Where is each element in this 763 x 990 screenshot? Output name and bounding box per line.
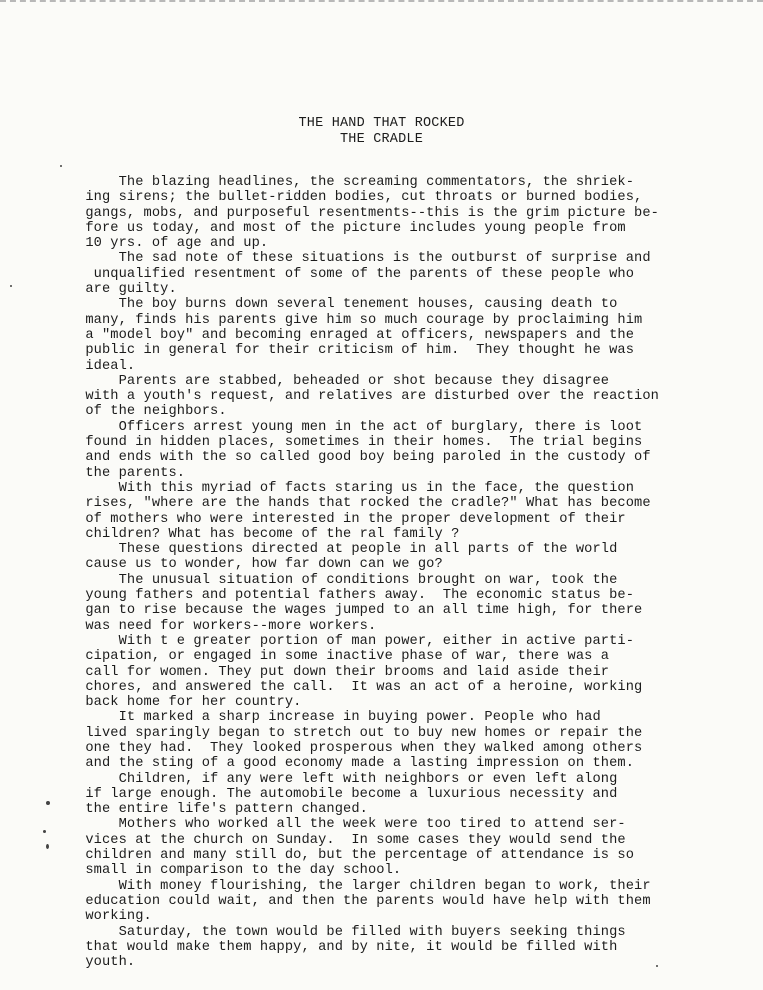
scan-speck — [60, 165, 62, 167]
scan-speck — [43, 830, 46, 833]
body-line: Officers arrest young men in the act of burglary, there is loot — [77, 419, 643, 435]
body-line: the parents. — [77, 465, 186, 481]
body-line: young fathers and potential fathers away. The economic status be- — [77, 588, 635, 604]
body-line: gangs, mobs, and purposeful resentments--this is the grim picture be- — [77, 205, 659, 221]
body-line: These questions directed at people in all parts of the world — [77, 542, 618, 558]
body-line: call for women. They put down their brooms and laid aside their — [77, 664, 610, 680]
body-line: working. — [77, 909, 152, 925]
body-line: With money flourishing, the larger children began to work, their — [77, 878, 651, 894]
body-line: of the neighbors. — [77, 404, 227, 420]
body-line: many, finds his parents give him so much courage by proclaiming him — [77, 312, 643, 328]
body-line: lived sparingly began to stretch out to buy new homes or repair the — [77, 725, 643, 741]
body-line: children? What has become of the ral family ? — [77, 526, 460, 542]
body-line: and ends with the so called good boy being paroled in the custody of — [77, 450, 651, 466]
body-line: Children, if any were left with neighbors or even left along — [77, 771, 618, 787]
body-line: back home for her country. — [77, 695, 302, 711]
body-line: ideal. — [77, 358, 136, 374]
body-line: With this myriad of facts staring us in the face, the question — [77, 480, 635, 496]
body-line: The boy burns down several tenement houses, causing death to — [77, 297, 618, 313]
body-line: the entire life's pattern changed. — [77, 802, 368, 818]
body-line: unqualified resentment of some of the parents of these people who — [77, 266, 635, 282]
body-line: and the sting of a good economy made a lasting impression on them. — [77, 756, 635, 772]
body-line: public in general for their criticism of him. They thought he was — [77, 343, 635, 359]
body-line: cipation, or engaged in some inactive phase of war, there was a — [77, 649, 610, 665]
body-line: are guilty. — [77, 282, 177, 298]
scan-speck — [46, 844, 49, 849]
body-line: found in hidden places, sometimes in their homes. The trial begins — [77, 435, 643, 451]
scan-speck — [656, 965, 658, 967]
body-line: small in comparison to the day school. — [77, 863, 402, 879]
body-line: one they had. They looked prosperous when they walked among others — [77, 740, 643, 756]
body-line: youth. — [77, 955, 136, 971]
body-line: Saturday, the town would be filled with buyers seeking things — [77, 924, 626, 940]
document-title — [0, 116, 763, 148]
body-line: cause us to wonder, how far down can we go? — [77, 557, 443, 573]
body-line: was need for workers--more workers. — [77, 618, 377, 634]
body-line: The unusual situation of conditions brought on war, took the — [77, 572, 618, 588]
body-line: It marked a sharp increase in buying power. People who had — [77, 710, 601, 726]
scan-speck — [46, 801, 50, 805]
body-line: gan to rise because the wages jumped to an all time high, for there — [77, 603, 643, 619]
document-body — [77, 175, 702, 970]
body-line: 10 yrs. of age and up. — [77, 236, 269, 252]
page-top-edge — [0, 0, 763, 8]
body-line: that would make them happy, and by nite, it would be filled with — [77, 939, 618, 955]
body-line: With t e greater portion of man power, either in active parti- — [77, 633, 635, 649]
body-line: a "model boy" and becoming enraged at officers, newspapers and the — [77, 327, 635, 343]
body-line: of mothers who were interested in the proper development of their — [77, 511, 626, 527]
body-line: education could wait, and then the parents would have help with them — [77, 893, 651, 909]
body-line: Parents are stabbed, beheaded or shot because they disagree — [77, 373, 610, 389]
body-line: ing sirens; the bullet-ridden bodies, cut throats or burned bodies, — [77, 190, 643, 206]
scan-speck — [10, 285, 12, 287]
body-line: children and many still do, but the percentage of attendance is so — [77, 848, 635, 864]
body-line: rises, "where are the hands that rocked the cradle?" What has become — [77, 496, 651, 512]
body-line: The blazing headlines, the screaming commentators, the shriek- — [77, 175, 635, 190]
body-line: chores, and answered the call. It was an act of a heroine, working — [77, 679, 643, 695]
body-line: vices at the church on Sunday. In some cases they would send the — [77, 832, 626, 848]
title-line-2: THE CRADLE — [339, 132, 423, 147]
body-line: fore us today, and most of the picture includes young people from — [77, 220, 626, 236]
body-line: Mothers who worked all the week were too tired to attend ser- — [77, 817, 626, 833]
body-line: with a youth's request, and relatives are disturbed over the reaction — [77, 389, 659, 405]
title-line-1: THE HAND THAT ROCKED — [298, 116, 465, 131]
body-line: The sad note of these situations is the outburst of surprise and — [77, 251, 651, 267]
body-line: if large enough. The automobile become a luxurious necessity and — [77, 786, 618, 802]
